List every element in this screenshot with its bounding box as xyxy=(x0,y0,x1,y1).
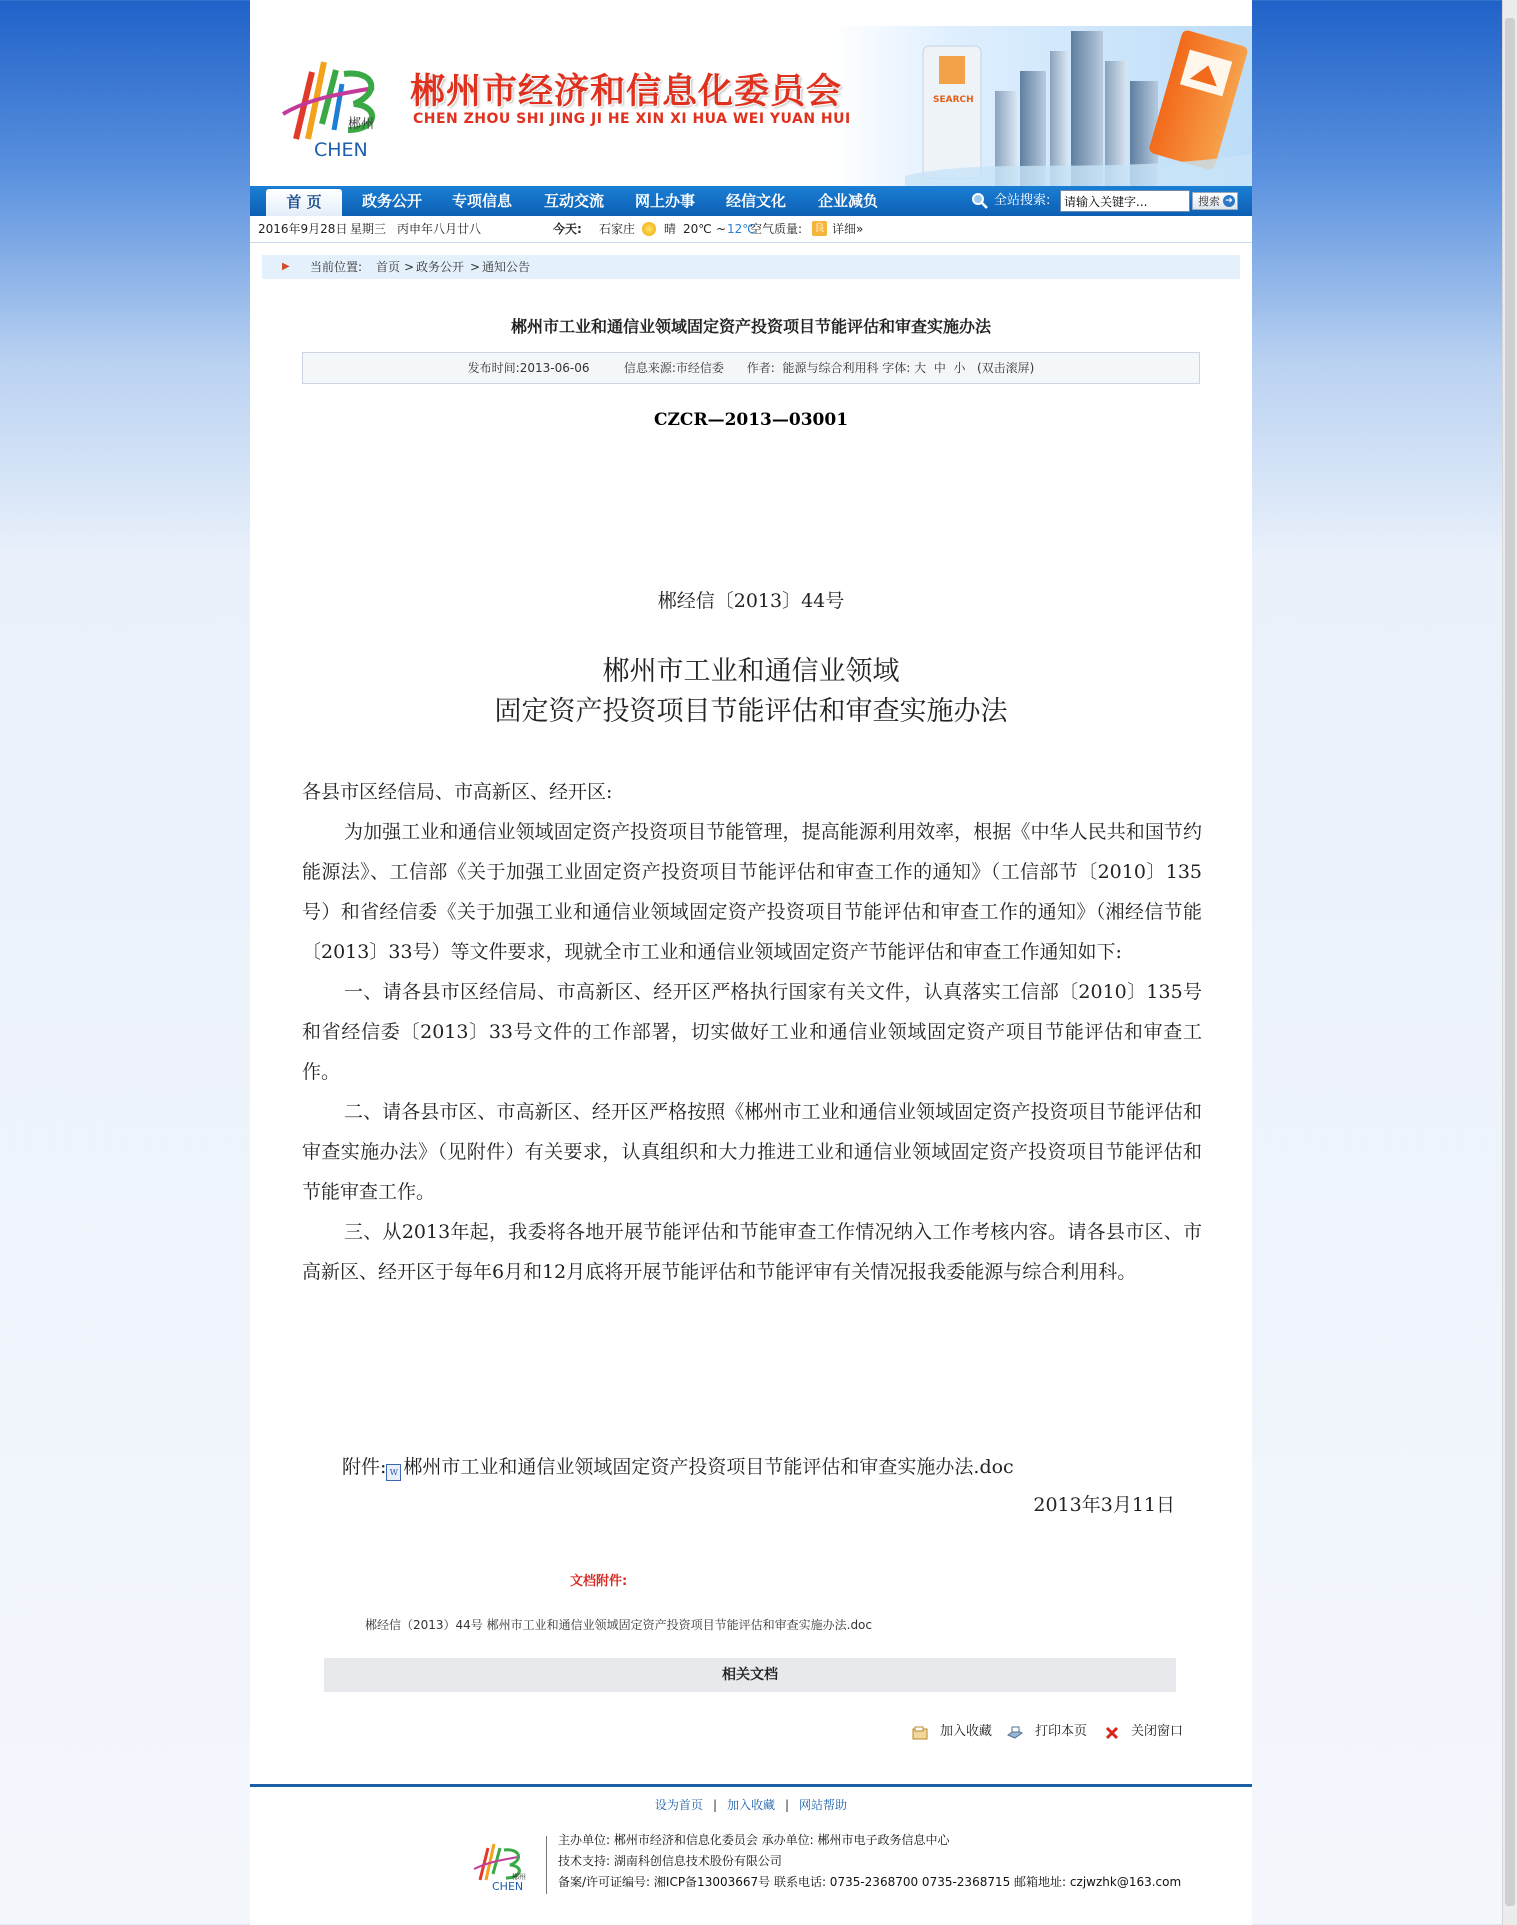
document-body xyxy=(302,772,1202,1292)
source-label: 信息来源: xyxy=(623,361,676,375)
footer-link-set-homepage[interactable]: 设为首页 xyxy=(654,1798,703,1812)
related-documents-header: 相关文档 xyxy=(324,1658,1176,1692)
header-banner xyxy=(250,26,1252,186)
close-window-link[interactable]: 关闭窗口 xyxy=(1131,1724,1184,1739)
site-logo[interactable] xyxy=(278,44,396,164)
lunar-date: 丙申年八月廿八 xyxy=(397,222,482,236)
breadcrumb-separator: > xyxy=(404,260,415,274)
footer-link-separator: | xyxy=(785,1798,790,1812)
breadcrumb-home[interactable]: 首页 xyxy=(376,260,401,274)
temperature-separator: ~ xyxy=(716,222,727,236)
footer-divider-line xyxy=(250,1784,1252,1787)
footer-tech-support: 技术支持: 湖南科创信息技术股份有限公司 xyxy=(558,1854,782,1868)
signature-date: 2013年3月11日 xyxy=(1033,1494,1175,1516)
attachment-label: 附件: xyxy=(342,1456,387,1478)
font-medium-link[interactable]: 中 xyxy=(933,361,946,375)
logo-text: CHEN xyxy=(314,139,368,161)
attachment-file-link[interactable]: 郴经信（2013）44号 郴州市工业和通信业领域固定资产投资项目节能评估和审查实施办法.doc xyxy=(365,1618,872,1632)
nav-item-government-affairs[interactable]: 政务公开 xyxy=(362,192,423,210)
search-button[interactable] xyxy=(1192,192,1238,210)
search-label: 全站搜索: xyxy=(994,193,1051,208)
document-code: CZCR—2013—03001 xyxy=(653,410,849,430)
search-input[interactable] xyxy=(1060,190,1190,212)
document-title-line: 郴州市工业和通信业领域 xyxy=(602,656,900,687)
current-weekday: 星期三 xyxy=(350,222,387,236)
footer-logo-text: CHEN xyxy=(492,1880,524,1892)
footer-info xyxy=(558,1830,1181,1893)
word-doc-icon: W xyxy=(386,1464,401,1481)
font-large-link[interactable]: 大 xyxy=(914,361,927,375)
body-paragraph: 为加强工业和通信业领域固定资产投资项目节能管理，提高能源利用效率，根据《中华人民共和国节约能源法》、工信部《关于加强工业固定资产投资项目节能评估和审查工作的通知》（工信部节〔2010〕135号）和省经信委《关于加强工业和通信业领域固定资产投资项目节能评估和审查工作的通知》（湘经信节能〔2013〕33号）等文件要求，现就全市工业和通信业领域固定资产节能评估和审查工作通知如下: xyxy=(302,821,1202,963)
nav-item-online-services[interactable]: 网上办事 xyxy=(635,192,696,210)
vertical-scrollbar[interactable] xyxy=(1502,0,1517,1925)
attachments-heading: 文档附件: xyxy=(570,1574,628,1589)
inline-attachment xyxy=(342,1452,1202,1481)
search-icon xyxy=(971,192,989,210)
favorite-icon[interactable] xyxy=(912,1726,928,1740)
author-label: 作者: xyxy=(746,361,775,375)
document-title xyxy=(250,652,1252,732)
scrollbar-thumb[interactable] xyxy=(1505,18,1515,1906)
add-favorite-link[interactable]: 加入收藏 xyxy=(940,1724,993,1739)
footer-link-help[interactable]: 网站帮助 xyxy=(799,1798,848,1812)
source-value: 市经信委 xyxy=(675,361,724,375)
main-nav xyxy=(250,186,1252,216)
site-pinyin: CHEN ZHOU SHI JING JI HE XIN XI HUA WEI YUAN HUI xyxy=(413,111,851,127)
document-number: 郴经信〔2013〕44号 xyxy=(657,590,845,612)
body-paragraph: 二、请各县市区、市高新区、经开区严格按照《郴州市工业和通信业领域固定资产投资项目节能评估和审查实施办法》（见附件）有关要求，认真组织和大力推进工业和通信业领域固定资产投资项目节能评估和节能审查工作。 xyxy=(302,1101,1202,1203)
print-icon[interactable] xyxy=(1007,1726,1023,1740)
footer-vertical-divider xyxy=(546,1836,547,1894)
close-icon[interactable] xyxy=(1104,1726,1120,1740)
footer-host-units: 主办单位: 郴州市经济和信息化委员会 承办单位: 郴州市电子政务信息中心 xyxy=(558,1833,950,1847)
footer-links xyxy=(250,1796,1252,1813)
font-size-label: 字体: xyxy=(882,361,911,375)
footer-record-contact: 备案/许可证编号: 湘ICP备13003667号 联系电话: 0735-2368700 0735-2368715 邮箱地址: czjwzhk@163.com xyxy=(558,1875,1182,1889)
nav-item-culture[interactable]: 经信文化 xyxy=(726,192,787,210)
search-button-label: 搜索 xyxy=(1198,195,1220,208)
banner-search-text: SEARCH xyxy=(933,95,974,105)
publish-date: 2013-06-06 xyxy=(519,361,590,375)
breadcrumb-separator: > xyxy=(470,260,481,274)
footer-link-add-favorite[interactable]: 加入收藏 xyxy=(726,1798,775,1812)
footer-logo xyxy=(472,1836,532,1892)
breadcrumb-government-affairs[interactable]: 政务公开 xyxy=(416,260,465,274)
footer-link-separator: | xyxy=(712,1798,717,1812)
print-page-link[interactable]: 打印本页 xyxy=(1035,1724,1088,1739)
city-skyline-illustration xyxy=(905,26,1252,186)
article-title: 郴州市工业和通信业领域固定资产投资项目节能评估和审查实施办法 xyxy=(510,317,991,336)
weather-detail-link[interactable]: 详细» xyxy=(832,222,864,236)
publish-label: 发布时间: xyxy=(467,361,520,375)
nav-item-interaction[interactable]: 互动交流 xyxy=(544,192,605,210)
logo-city-text: 郴州 xyxy=(348,117,375,132)
current-date: 2016年9月28日 xyxy=(258,222,348,236)
sunny-icon xyxy=(642,222,656,236)
font-small-link[interactable]: 小 xyxy=(953,361,966,375)
air-quality-badge: 良 xyxy=(812,221,827,236)
document-title-line: 固定资产投资项目节能评估和审查实施办法 xyxy=(494,696,1008,727)
date-weather-bar xyxy=(250,216,1252,243)
breadcrumb xyxy=(262,255,1240,279)
nav-item-enterprise-relief[interactable]: 企业减负 xyxy=(818,192,879,210)
weather-condition: 晴 xyxy=(664,222,677,236)
page-container xyxy=(250,0,1252,1925)
author-value: 能源与综合利用科 xyxy=(782,361,879,375)
site-title: 郴州市经济和信息化委员会 xyxy=(410,71,843,112)
body-paragraph: 三、从2013年起，我委将各地开展节能评估和节能审查工作情况纳入工作考核内容。请各县市区、市高新区、经开区于每年6月和12月底将开展节能评估和节能评审有关情况报我委能源与综合利用科。 xyxy=(302,1221,1202,1283)
nav-item-home[interactable]: 首 页 xyxy=(266,189,342,216)
nav-item-special-info[interactable]: 专项信息 xyxy=(452,192,513,210)
arrow-right-icon: ➔ xyxy=(1223,195,1235,207)
salutation: 各县市区经信局、市高新区、经开区: xyxy=(302,781,613,803)
breadcrumb-arrow-icon: ▶ xyxy=(282,261,290,272)
breadcrumb-label: 当前位置: xyxy=(310,260,363,274)
air-quality-label: 空气质量: xyxy=(750,222,803,236)
temperature-low: 12℃ xyxy=(727,222,756,236)
article-meta-bar xyxy=(302,352,1200,384)
body-paragraph: 一、请各县市区经信局、市高新区、经开区严格执行国家有关文件，认真落实工信部〔2010〕135号和省经信委〔2013〕33号文件的工作部署，切实做好工业和通信业领域固定资产项目节能评估和审查工作。 xyxy=(302,981,1202,1083)
temperature-high: 20℃ xyxy=(683,222,712,236)
attachment-link[interactable]: 郴州市工业和通信业领域固定资产投资项目节能评估和审查实施办法.doc xyxy=(403,1456,1014,1478)
double-click-scroll-hint: (双击滚屏) xyxy=(976,361,1035,375)
weather-city: 石家庄 xyxy=(599,222,636,236)
today-label: 今天: xyxy=(553,222,582,236)
footer-logo-city: 郴州 xyxy=(512,1873,526,1881)
breadcrumb-notices[interactable]: 通知公告 xyxy=(482,260,531,274)
